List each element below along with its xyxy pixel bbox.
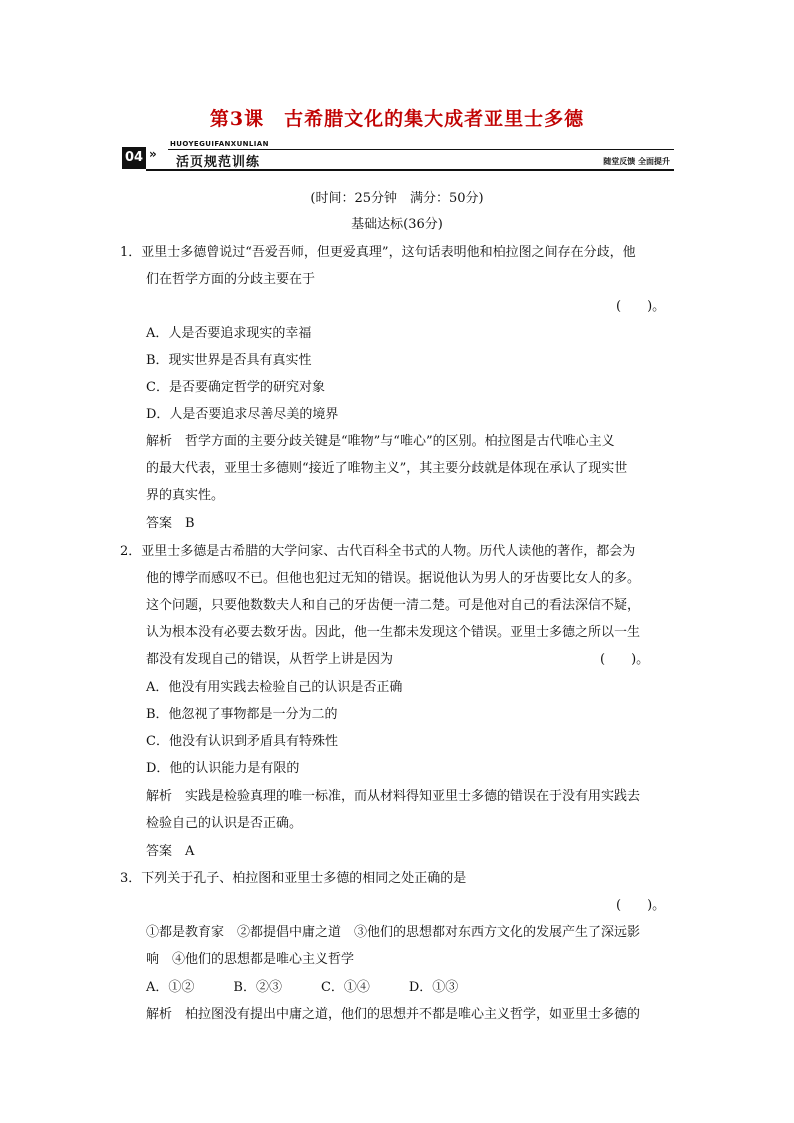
lesson-title: 第3课 古希腊文化的集大成者亚里士多德: [209, 108, 585, 130]
time-and-score: (时间：25分钟 满分：50分): [310, 191, 484, 206]
q1-option-c: C．是否要确定哲学的研究对象: [146, 380, 325, 395]
q2-option-b: B．他忽视了事物都是一分为二的: [146, 707, 338, 722]
q1-analysis-line-2: 的最大代表，亚里士多德则“接近了唯物主义”，其主要分歧就是体现在承认了现实世: [146, 461, 628, 476]
q2-analysis-line-1: 解析 实践是检验真理的唯一标准，而从材料得知亚里士多德的错误在于没有用实践去: [146, 789, 641, 804]
q2-stem-line-2: 他的博学而感叹不已。但他也犯过无知的错误。据说他认为男人的牙齿要比女人的多。: [146, 571, 641, 586]
q2-stem-line-4: 认为根本没有必要去数牙齿。因此，他一生都未发现这个错误。亚里士多德之所以一生: [146, 625, 641, 640]
banner-pinyin: HUOYEGUIFANXUNLIAN: [170, 140, 269, 148]
banner-right-text: 随堂反馈 全面提升: [603, 157, 670, 166]
q1-stem-line-1: 1．亚里士多德曾说过“吾爱吾师，但更爱真理”，这句话表明他和柏拉图之间存在分歧，他: [120, 245, 636, 260]
banner-badge: 04: [122, 147, 146, 169]
section-banner: [122, 138, 674, 174]
q1-answer: 答案 B: [146, 516, 195, 531]
q1-option-b: B．现实世界是否具有真实性: [146, 353, 312, 368]
banner-rule-top: [168, 149, 674, 150]
q3-stem: 3．下列关于孔子、柏拉图和亚里士多德的相同之处正确的是: [120, 871, 467, 886]
q1-analysis-line-3: 界的真实性。: [146, 488, 225, 503]
q2-stem-line-3: 这个问题，只要他数数夫人和自己的牙齿便一清二楚。可是他对自己的看法深信不疑，: [146, 598, 641, 613]
q3-analysis-line-1: 解析 柏拉图没有提出中庸之道，他们的思想并不都是唯心主义哲学，如亚里士多德的: [146, 1007, 641, 1022]
section-heading: 基础达标(36分): [351, 217, 443, 232]
q1-stem-line-2: 们在哲学方面的分歧主要在于: [146, 272, 316, 287]
q1-option-d: D．人是否要追求尽善尽美的境界: [146, 407, 339, 422]
q2-stem-line-1: 2．亚里士多德是古希腊的大学问家、古代百科全书式的人物。历代人读他的著作，都会为: [120, 544, 636, 559]
q2-option-d: D．他的认识能力是有限的: [146, 761, 300, 776]
banner-label: 活页规范训练: [176, 155, 261, 170]
q2-answer-blank: ( )。: [600, 652, 650, 667]
q2-analysis-line-2: 检验自己的认识是否正确。: [146, 816, 303, 831]
q1-analysis-line-1: 解析 哲学方面的主要分歧关键是“唯物”与“唯心”的区别。柏拉图是古代唯心主义: [146, 434, 615, 449]
q3-options: A．①② B．②③ C．①④ D．①③: [146, 980, 459, 995]
q2-stem-line-5: 都没有发现自己的错误，从哲学上讲是因为: [146, 652, 394, 667]
double-arrow-icon: »: [149, 147, 157, 161]
q1-answer-blank: ( )。: [616, 299, 666, 314]
q2-option-a: A．他没有用实践去检验自己的认识是否正确: [146, 680, 403, 695]
q3-answer-blank: ( )。: [616, 898, 666, 913]
q2-answer: 答案 A: [146, 844, 195, 859]
q2-option-c: C．他没有认识到矛盾具有特殊性: [146, 734, 338, 749]
banner-rule-bottom: [146, 169, 674, 171]
q3-items-line-1: ①都是教育家 ②都提倡中庸之道 ③他们的思想都对东西方文化的发展产生了深远影: [146, 925, 641, 940]
q1-option-a: A．人是否要追求现实的幸福: [146, 326, 312, 341]
q3-items-line-2: 响 ④他们的思想都是唯心主义哲学: [146, 952, 355, 967]
